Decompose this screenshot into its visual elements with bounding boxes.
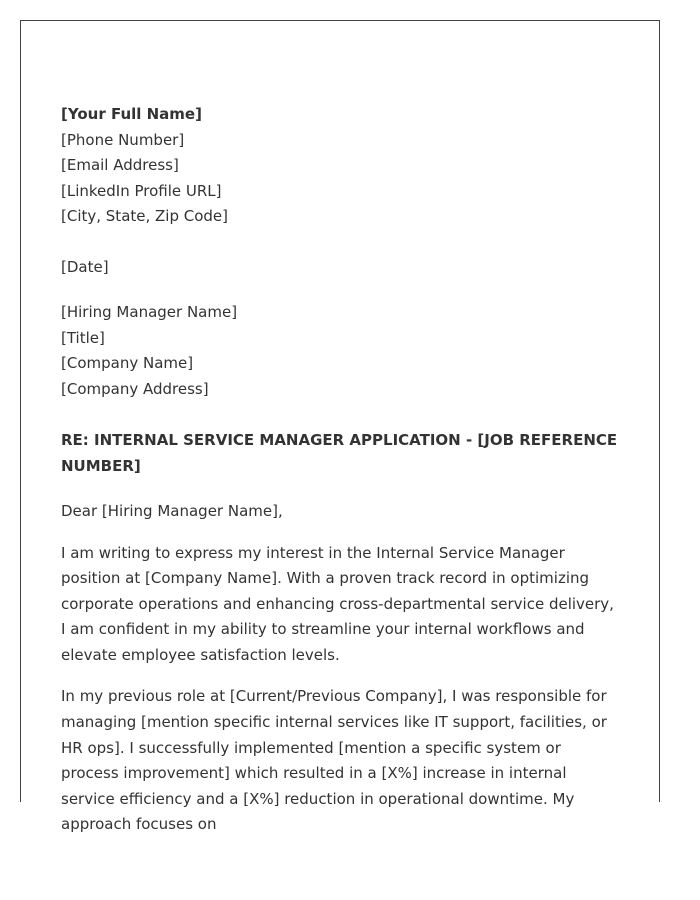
- sender-linkedin: [LinkedIn Profile URL]: [61, 181, 222, 200]
- body-paragraph-1: I am writing to express my interest in the Internal Service Manager position at [Company Name]. With a proven track record in optimizing corporate operations and enhancing cross-departmental service delivery, I am confident in my ability to streamline your internal workflows and elevate employee satisfaction levels.: [61, 543, 614, 664]
- sender-name: [Your Full Name]: [61, 105, 202, 123]
- recipient-title: [Title]: [61, 328, 105, 347]
- letter-date: [Date]: [61, 257, 109, 276]
- letter-page: [20, 20, 660, 834]
- recipient-name: [Hiring Manager Name]: [61, 303, 238, 321]
- salutation: Dear [Hiring Manager Name],: [61, 502, 283, 520]
- sender-phone: [Phone Number]: [61, 130, 185, 149]
- recipient-block: [61, 300, 621, 402]
- sender-location: [City, State, Zip Code]: [61, 207, 229, 225]
- body-paragraph-2: In my previous role at [Current/Previous Company], I was responsible for managing [mention specific internal services like IT support, facilities, or HR ops]. I successfully implemented [mention a specific system or process improvement] which resulted in a [X%] increase in internal service efficiency and a [X%] reduction in operational downtime. My approach focuses on: [61, 687, 607, 834]
- sender-email: [Email Address]: [61, 156, 179, 174]
- date-block: [61, 255, 621, 281]
- recipient-company: [Company Name]: [61, 354, 194, 372]
- letter-content: [61, 102, 621, 838]
- sender-block: [61, 102, 621, 230]
- subject-line: RE: INTERNAL SERVICE MANAGER APPLICATION - [JOB REFERENCE NUMBER]: [61, 431, 618, 475]
- recipient-address: [Company Address]: [61, 379, 209, 398]
